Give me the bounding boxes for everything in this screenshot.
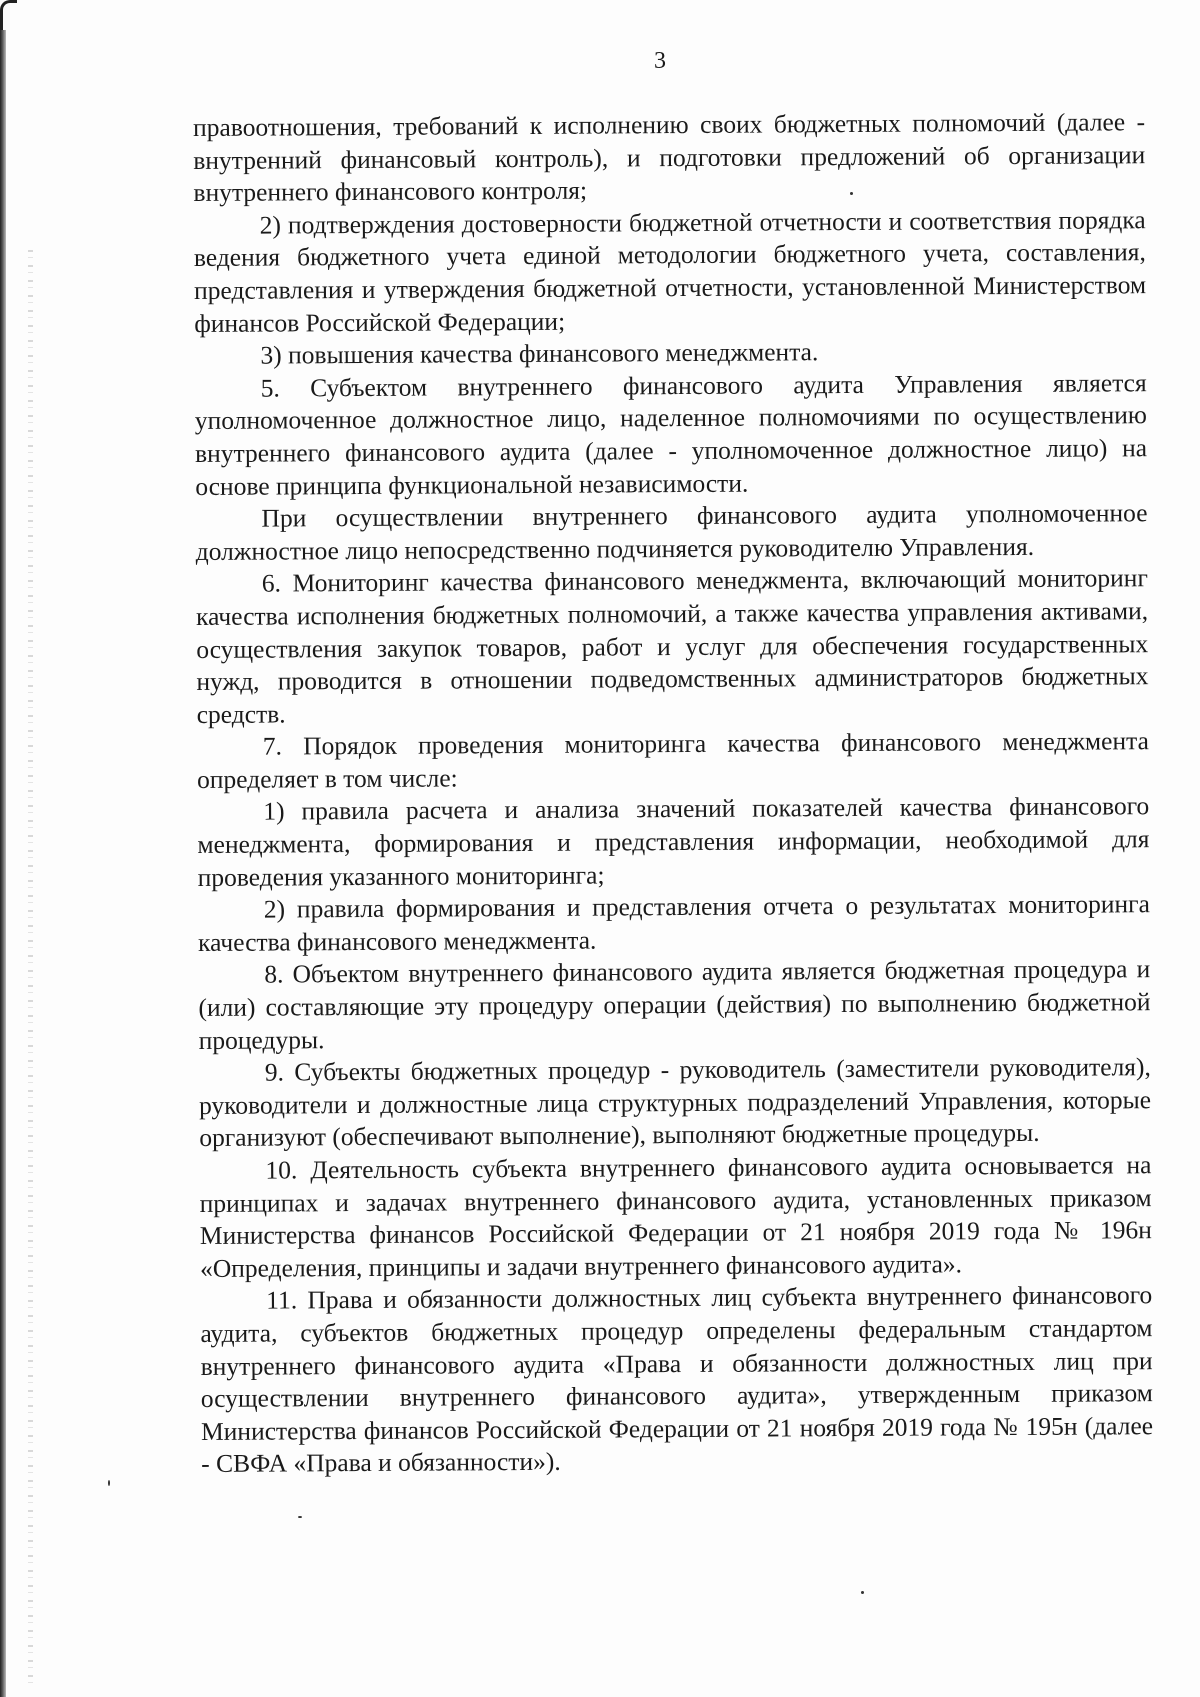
scan-speck (108, 1480, 110, 1486)
paragraph: 10. Деятельность субъекта внутреннего финансового аудита основывается на принципах и задачах внутреннего финансового аудита, установленных приказом Министерства финансов Российской Федерации от 21 ноября 2019 года № 196н «Определения, принципы и задачи внутреннего финансового аудита». (199, 1150, 1152, 1283)
scan-border-left (0, 30, 6, 1697)
scan-noise-strip (28, 250, 33, 1690)
paragraph: 8. Объектом внутреннего финансового аудита является бюджетная процедура и (или) составляющие эту процедуру операции (действия) по выполнению бюджетной процедуры. (198, 954, 1151, 1055)
page-number: 3 (654, 48, 666, 74)
paragraph: При осуществлении внутреннего финансового аудита уполномоченное должностное лицо непосредственно подчиняется руководителю Управления. (195, 498, 1148, 566)
scan-speck (861, 1591, 864, 1594)
paragraph: 3) повышения качества финансового менеджмента. (260, 337, 819, 370)
scan-speck (298, 1516, 302, 1518)
paragraph: 2) подтверждения достоверности бюджетной отчетности и соответствия порядка ведения бюджетного учета единой методологии бюджетного учета, составления, представления и утверждения бюджетной отчетности, установленной Министерством финансов Российской Федерации; (193, 204, 1147, 338)
paragraph: 11. Права и обязанности должностных лиц субъекта внутреннего финансового аудита, субъектов бюджетных процедур определены федеральным стандартом внутреннего финансового аудита «Права и обязанности должностных лиц при осуществлении внутреннего финансового аудита», утвержденным приказом Министерства финансов Российской Федерации от 21 ноября 2019 года № 195н (далее - СВФА «Права и обязанности»). (200, 1280, 1154, 1479)
paragraph: 6. Мониторинг качества финансового менеджмента, включающий мониторинг качества исполнения бюджетных полномочий, а также качества управления активами, осуществления закупок товаров, работ и услуг для обеспечения государственных нужд, проводится в отношении подведомственных администраторов бюджетных средств. (195, 563, 1149, 729)
paragraph: 9. Субъекты бюджетных процедур - руководитель (заместители руководителя), руководители и должностные лица структурных подразделений Управления, которые организуют (обеспечивают выполнение), выполняют бюджетные процедуры. (198, 1052, 1152, 1153)
document-body (193, 106, 1153, 1481)
paragraph: 7. Порядок проведения мониторинга качества финансового менеджмента определяет в том числе: (196, 726, 1149, 794)
paragraph: правоотношения, требований к исполнению своих бюджетных полномочий (далее - внутренний финансовый контроль), и подготовки предложений об организации внутреннего финансового контроля; (193, 107, 1146, 208)
paragraph: 5. Субъектом внутреннего финансового аудита Управления является уполномоченное должностное лицо, наделенное полномочиями по осуществлению внутреннего финансового аудита (далее - уполномоченное должностное лицо) на основе принципа функциональной независимости. (194, 367, 1148, 501)
paragraph: 2) правила формирования и представления отчета о результатах мониторинга качества финансового менеджмента. (197, 889, 1150, 957)
paragraph: 1) правила расчета и анализа значений показателей качества финансового менеджмента, формирования и представления информации, необходимой для проведения указанного мониторинга; (197, 791, 1150, 892)
